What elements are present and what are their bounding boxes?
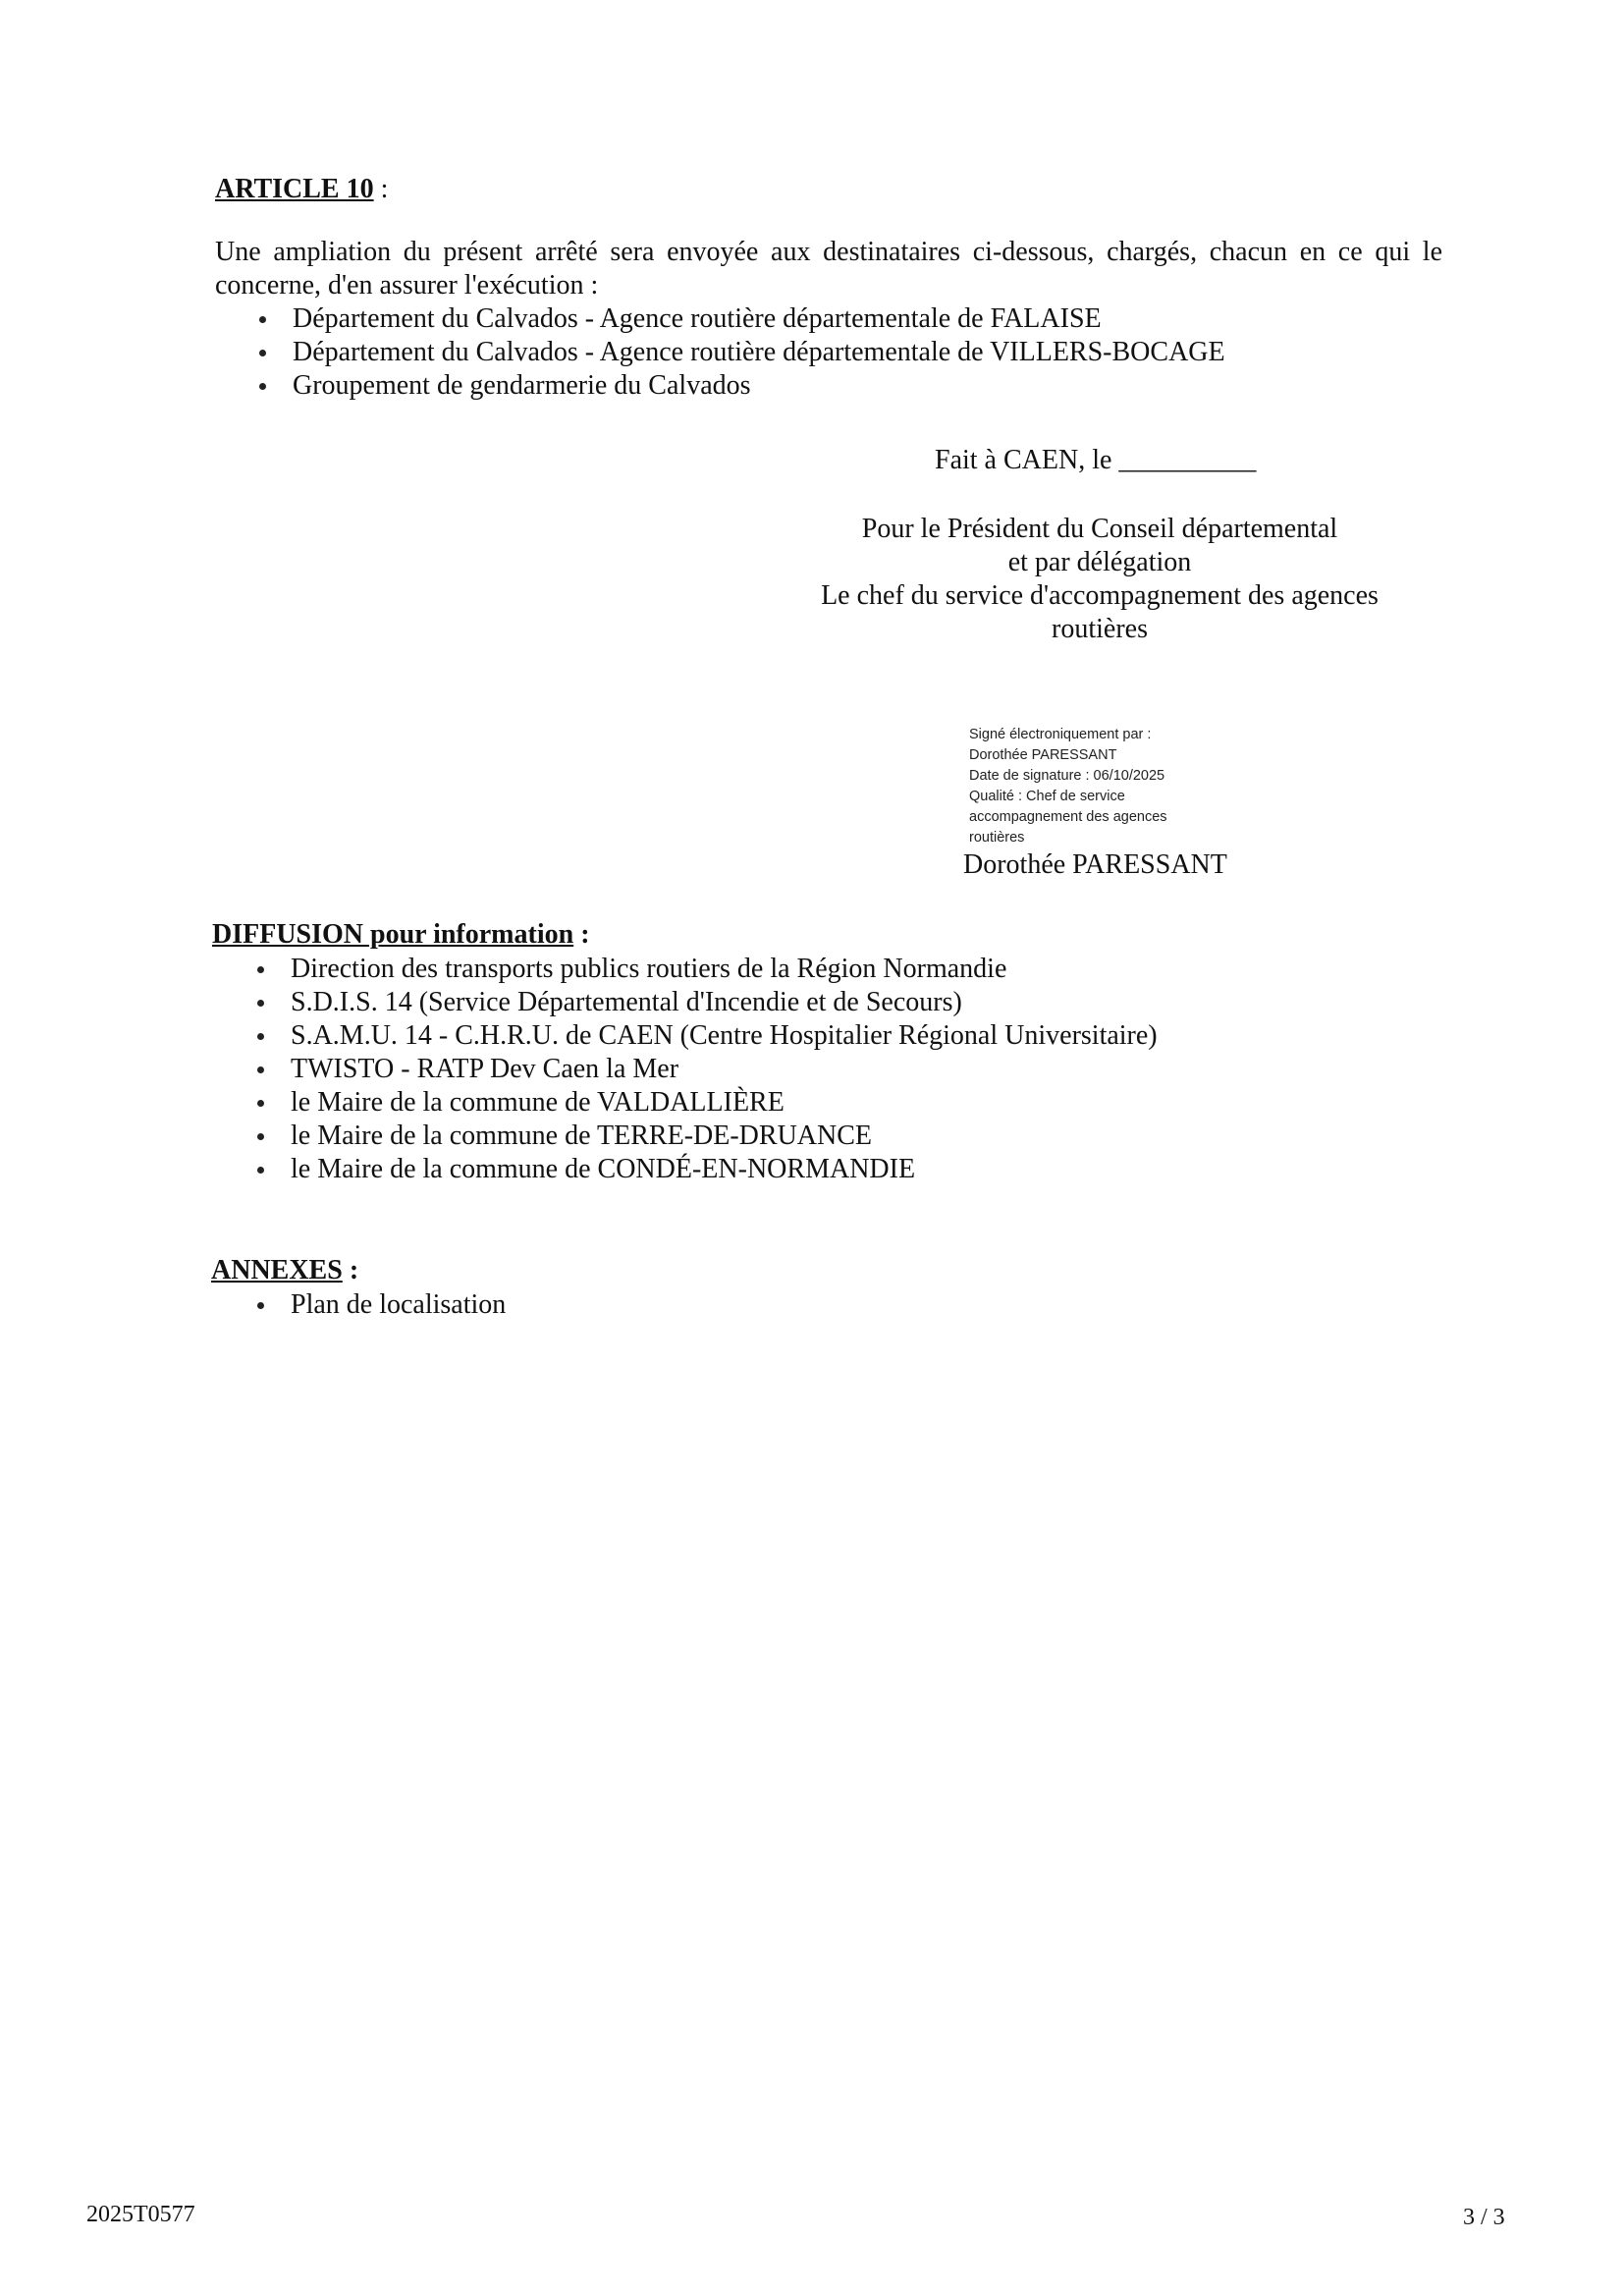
list-item: Département du Calvados - Agence routière départementale de FALAISE xyxy=(253,302,1432,336)
signature-line: routières xyxy=(969,830,1025,846)
bullet-icon xyxy=(257,1100,264,1107)
signature-line: Date de signature : 06/10/2025 xyxy=(969,768,1165,784)
page-number: 3 / 3 xyxy=(1463,2205,1505,2230)
list-item: S.D.I.S. 14 (Service Départemental d'Incendie et de Secours) xyxy=(251,986,1479,1019)
bullet-icon xyxy=(257,1167,264,1174)
list-item: le Maire de la commune de TERRE-DE-DRUANCE xyxy=(251,1120,1479,1153)
signatory-line: et par délégation xyxy=(1007,547,1192,577)
signatory-block xyxy=(776,513,1424,646)
list-item: Groupement de gendarmerie du Calvados xyxy=(253,369,1432,403)
list-item: le Maire de la commune de VALDALLIÈRE xyxy=(251,1086,1479,1120)
list-item: Plan de localisation xyxy=(251,1288,1233,1322)
diffusion-title-suffix: : xyxy=(573,919,590,950)
signature-line: Dorothée PARESSANT xyxy=(969,747,1117,763)
article-title: ARTICLE 10 xyxy=(215,174,374,204)
signature-line: Signé électroniquement par : xyxy=(969,727,1152,742)
signer-name: Dorothée PARESSANT xyxy=(963,849,1227,880)
diffusion-heading xyxy=(212,918,590,952)
signature-line: accompagnement des agences xyxy=(969,809,1167,825)
signatory-line: Pour le Président du Conseil départemental xyxy=(861,514,1338,544)
recipients-list xyxy=(253,302,1432,403)
annexes-heading xyxy=(211,1254,358,1287)
list-item: le Maire de la commune de CONDÉ-EN-NORMANDIE xyxy=(251,1153,1479,1186)
list-item: TWISTO - RATP Dev Caen la Mer xyxy=(251,1053,1479,1086)
bullet-icon xyxy=(257,1033,264,1040)
document-reference: 2025T0577 xyxy=(86,2202,195,2227)
bullet-icon xyxy=(259,350,266,356)
bullet-icon xyxy=(257,1302,264,1309)
list-item: Direction des transports publics routiers de la Région Normandie xyxy=(251,953,1479,986)
bullet-icon xyxy=(259,383,266,390)
bullet-icon xyxy=(259,316,266,323)
bullet-icon xyxy=(257,1066,264,1073)
annexes-title-suffix: : xyxy=(342,1255,359,1285)
article-heading xyxy=(215,173,388,206)
electronic-signature xyxy=(969,725,1167,848)
bullet-icon xyxy=(257,966,264,973)
bullet-icon xyxy=(257,1133,264,1140)
list-item: Département du Calvados - Agence routière départementale de VILLERS-BOCAGE xyxy=(253,336,1432,369)
signatory-line: routières xyxy=(1052,614,1148,644)
article-intro: Une ampliation du présent arrêté sera envoyée aux destinataires ci-dessous, chargés, chacun en ce qui le concerne, d'en assurer l'exécution : xyxy=(215,237,1442,301)
bullet-icon xyxy=(257,1000,264,1007)
annexes-title: ANNEXES xyxy=(211,1255,343,1285)
diffusion-title: DIFFUSION xyxy=(212,919,364,950)
signatory-line: Le chef du service d'accompagnement des agences xyxy=(821,580,1379,611)
annexes-list xyxy=(251,1288,1233,1322)
list-item: S.A.M.U. 14 - C.H.R.U. de CAEN (Centre Hospitalier Régional Universitaire) xyxy=(251,1019,1479,1053)
article-title-suffix: : xyxy=(373,174,389,204)
diffusion-title-rest: pour information xyxy=(363,919,574,950)
place-date: Fait à CAEN, le __________ xyxy=(935,445,1257,475)
signature-line: Qualité : Chef de service xyxy=(969,789,1125,804)
diffusion-list xyxy=(251,953,1479,1186)
